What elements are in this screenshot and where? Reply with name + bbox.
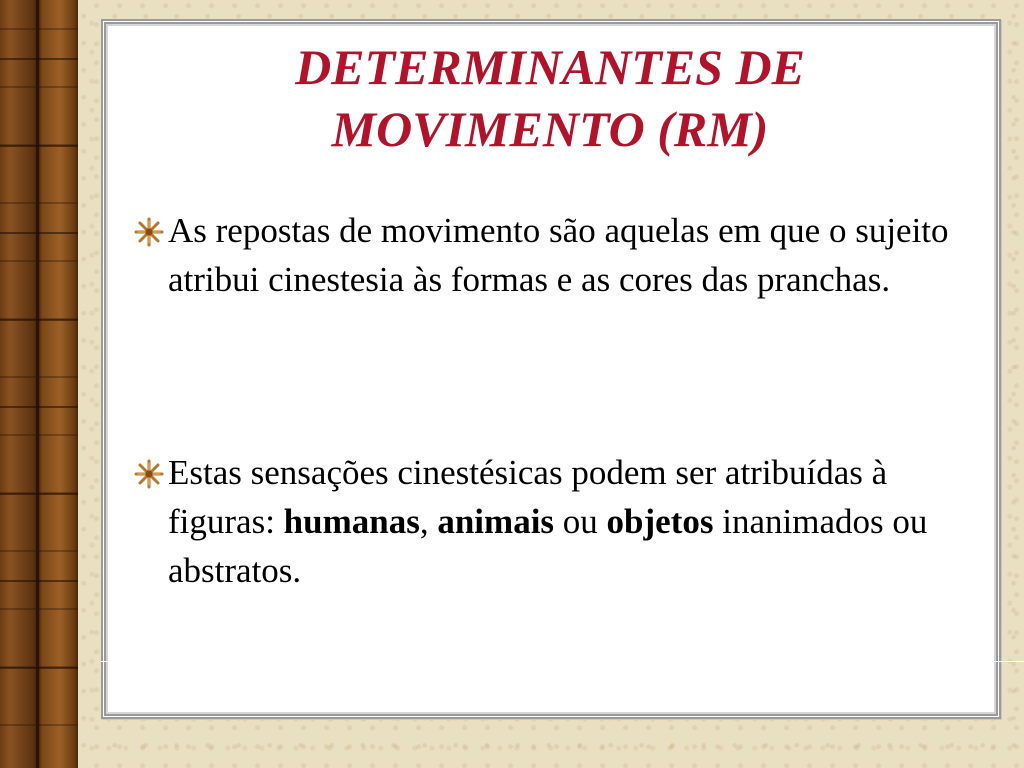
bold-term-objetos: objetos	[606, 502, 714, 541]
strip-seam	[0, 667, 78, 669]
strip-seam	[0, 319, 78, 321]
footer-rule	[101, 661, 1024, 662]
starburst-bullet-icon	[130, 215, 168, 249]
bold-term-animais: animais	[437, 502, 555, 541]
decorative-wood-strip	[0, 0, 78, 768]
text-segment: ,	[419, 502, 438, 541]
title-line-1: DETERMINANTES DE	[295, 39, 805, 95]
bullet-item	[130, 206, 950, 304]
text-segment: inanimados ou abstratos.	[168, 502, 928, 590]
strip-seam	[0, 232, 78, 234]
text-segment: ou	[554, 502, 607, 541]
strip-seam	[0, 580, 78, 582]
bold-term-humanas: humanas	[283, 502, 420, 541]
strip-divider	[36, 0, 39, 768]
starburst-bullet-icon	[130, 457, 168, 491]
slide-title	[110, 36, 990, 160]
bullet-text	[168, 448, 950, 595]
strip-seam	[0, 493, 78, 495]
title-line-2: MOVIMENTO (RM)	[331, 101, 769, 157]
strip-seam	[0, 145, 78, 147]
bullet-text: As repostas de movimento são aquelas em que o sujeito atribui cinestesia às formas e as cores das pranchas.	[168, 211, 949, 299]
bullet-item	[130, 448, 950, 595]
strip-seam	[0, 406, 78, 408]
text-segment: Estas sensações cinestésicas podem ser atribuídas à figuras:	[168, 453, 888, 541]
strip-seam	[0, 58, 78, 60]
